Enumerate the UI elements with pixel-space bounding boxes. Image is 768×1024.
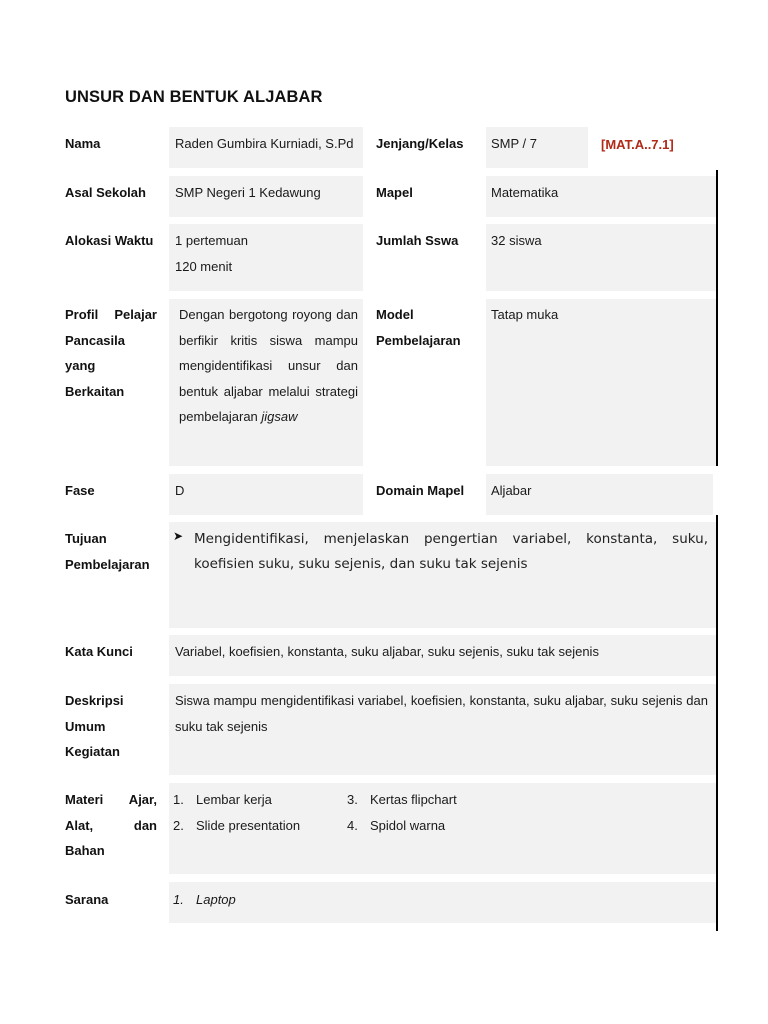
materi-label bbox=[65, 787, 157, 864]
deskripsi-label-line1: Deskripsi bbox=[65, 693, 124, 708]
jenjang-label: Jenjang/Kelas bbox=[376, 136, 464, 151]
profil-label-line4: Berkaitan bbox=[65, 383, 125, 399]
list-item: 2. Slide presentation bbox=[173, 817, 301, 833]
list-item: 1. Lembar kerja bbox=[173, 792, 272, 807]
list-item: 3. Kertas flipchart bbox=[347, 792, 457, 807]
model-label-line2: Pembelajaran bbox=[376, 332, 461, 348]
right-border-line bbox=[716, 515, 718, 931]
document-title: UNSUR DAN BENTUK ALJABAR bbox=[65, 88, 323, 106]
materi-list-right bbox=[347, 787, 457, 838]
jumlah-siswa-label: Jumlah Sswa bbox=[376, 233, 459, 248]
model-label-line1: Model bbox=[376, 307, 414, 322]
deskripsi-label bbox=[65, 688, 124, 765]
alokasi-waktu-line1: 1 pertemuan bbox=[175, 233, 248, 248]
profil-label-line1: Profil Pelajar bbox=[65, 307, 157, 322]
domain-mapel-label: Domain Mapel bbox=[376, 483, 465, 498]
profil-pelajar-text: Dengan bergotong royong dan berfikir kritis siswa mampu mengidentifikasi unsur dan bentuk aljabar melalui strategi pembelajaran bbox=[179, 307, 358, 424]
profil-pelajar-italic: jigsaw bbox=[261, 409, 298, 424]
profil-pelajar-value bbox=[179, 302, 358, 430]
mapel-value: Matematika bbox=[491, 185, 559, 200]
mapel-label: Mapel bbox=[376, 185, 413, 200]
list-item: 4. Spidol warna bbox=[347, 817, 446, 833]
tujuan-label-line1: Tujuan bbox=[65, 531, 107, 546]
materi-label-line2: Alat, dan bbox=[65, 817, 157, 833]
deskripsi-label-line2: Umum bbox=[65, 718, 106, 734]
alokasi-waktu-line2: 120 menit bbox=[175, 259, 233, 274]
deskripsi-label-line3: Kegiatan bbox=[65, 744, 120, 759]
sarana-cell bbox=[169, 882, 716, 923]
tujuan-pembelajaran-value: Mengidentifikasi, menjelaskan pengertian variabel, konstanta, suku, koefisien suku, suku sejenis, dan suku tak sejenis bbox=[194, 531, 708, 572]
asal-sekolah-label: Asal Sekolah bbox=[65, 185, 146, 200]
nama-value: Raden Gumbira Kurniadi, S.Pd bbox=[175, 136, 354, 151]
arrow-bullet-icon: ➤ bbox=[173, 529, 184, 543]
model-pembelajaran-value: Tatap muka bbox=[491, 307, 559, 322]
profil-pelajar-label bbox=[65, 302, 157, 404]
materi-label-line3: Bahan bbox=[65, 843, 105, 858]
asal-sekolah-value: SMP Negeri 1 Kedawung bbox=[175, 185, 321, 200]
curriculum-code: [MAT.A..7.1] bbox=[601, 137, 674, 152]
fase-cell bbox=[169, 474, 363, 515]
nama-label: Nama bbox=[65, 136, 101, 151]
right-border-line bbox=[716, 170, 718, 466]
jumlah-siswa-value: 32 siswa bbox=[491, 233, 542, 248]
model-pembelajaran-label bbox=[376, 302, 461, 353]
profil-label-line3: yang bbox=[65, 358, 96, 373]
list-item: 1. Laptop bbox=[173, 892, 236, 907]
sarana-label: Sarana bbox=[65, 892, 109, 907]
fase-value: D bbox=[175, 483, 185, 498]
kata-kunci-value: Variabel, koefisien, konstanta, suku aljabar, suku sejenis, suku tak sejenis bbox=[175, 644, 599, 659]
materi-list-left bbox=[173, 787, 300, 838]
tujuan-label-line2: Pembelajaran bbox=[65, 556, 150, 572]
materi-label-line1: Materi Ajar, bbox=[65, 792, 157, 807]
alokasi-waktu-label: Alokasi Waktu bbox=[65, 233, 154, 248]
profil-label-line2: Pancasila bbox=[65, 332, 125, 348]
tujuan-pembelajaran-label bbox=[65, 526, 150, 577]
kata-kunci-label: Kata Kunci bbox=[65, 644, 133, 659]
sarana-list bbox=[173, 887, 236, 913]
jenjang-value: SMP / 7 bbox=[491, 136, 538, 151]
fase-label: Fase bbox=[65, 483, 95, 498]
deskripsi-value: Siswa mampu mengidentifikasi variabel, koefisien, konstanta, suku aljabar, suku sejenis dan suku tak sejenis bbox=[175, 693, 708, 734]
domain-mapel-value: Aljabar bbox=[491, 483, 532, 498]
